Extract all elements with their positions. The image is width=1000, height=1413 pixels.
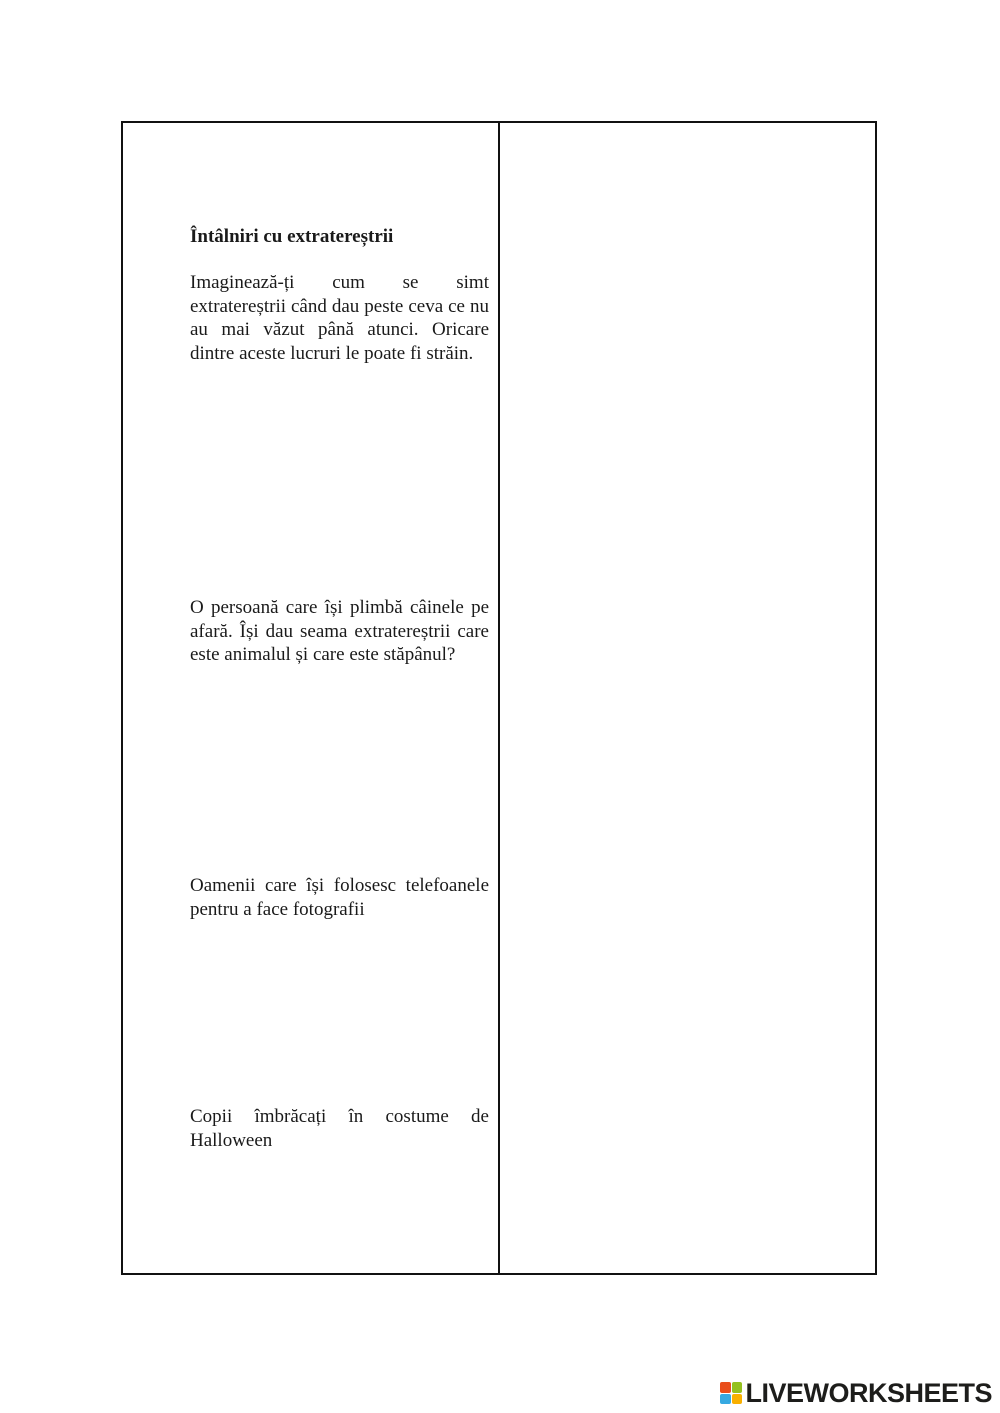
logo-square-l	[720, 1382, 731, 1393]
item-walking-dog: O persoană care își plimbă câinele pe afară. Își dau seama extratereștrii care este animalul și care este stăpânul?	[190, 597, 489, 665]
logo-square-v	[720, 1394, 731, 1405]
liveworksheets-brand[interactable]	[720, 1379, 992, 1407]
left-column	[123, 123, 500, 1273]
brand-text: LIVEWORKSHEETS	[745, 1378, 992, 1408]
liveworksheets-logo-icon	[720, 1382, 742, 1404]
worksheet-title: Întâlniri cu extratereștrii	[190, 226, 394, 247]
intro-paragraph: Imaginează-ți cum se simt extratereștrii când dau peste ceva ce nu au mai văzut până atunci. Oricare dintre aceste lucruri le poate fi străin.	[190, 272, 489, 364]
item-halloween-costumes: Copii îmbrăcați în costume de Halloween	[190, 1106, 489, 1151]
logo-square-i	[732, 1382, 743, 1393]
worksheet-table	[121, 121, 877, 1275]
logo-square-e	[732, 1394, 743, 1405]
right-column-answer-area[interactable]	[500, 123, 875, 1273]
item-phone-photos: Oamenii care își folosesc telefoanele pentru a face fotografii	[190, 875, 489, 920]
